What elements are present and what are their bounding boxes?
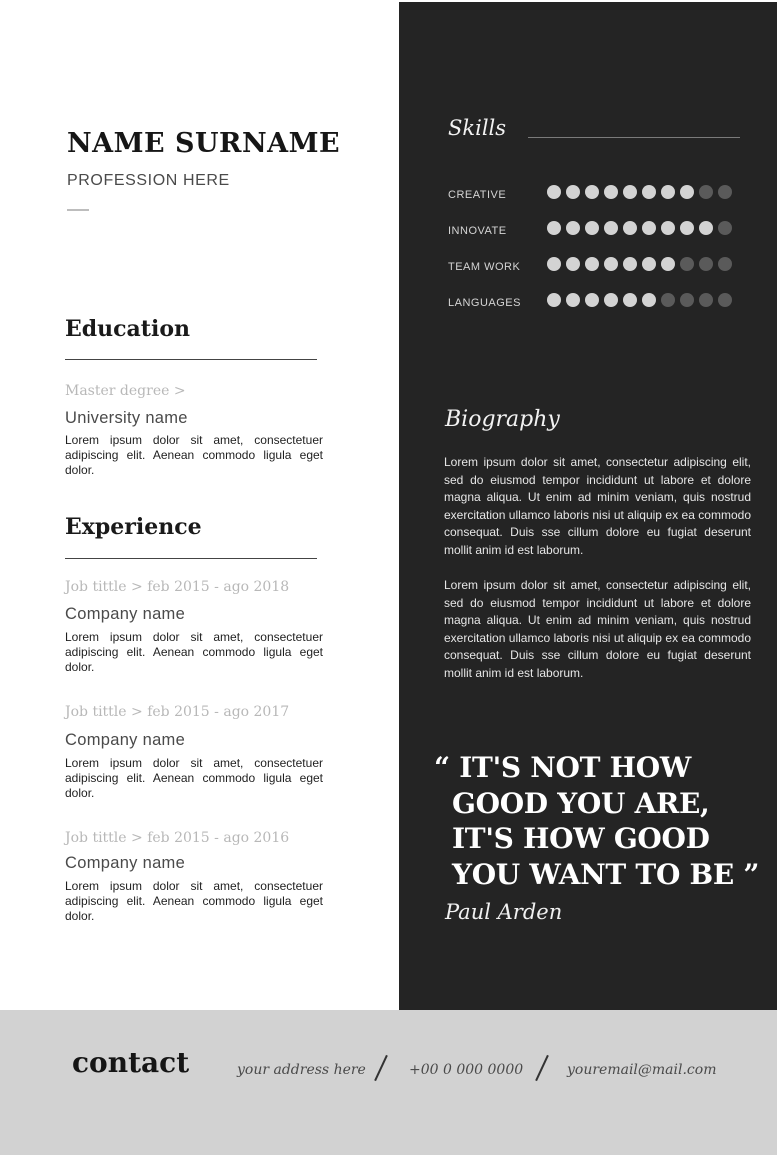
skill-dot-empty bbox=[718, 185, 732, 199]
job-description: Lorem ipsum dolor sit amet, consectetuer adipiscing elit. Aenean commodo ligula eget dolor. bbox=[65, 756, 323, 800]
skill-dot-empty bbox=[680, 257, 694, 271]
person-name: NAME SURNAME bbox=[67, 128, 341, 159]
skill-dot-filled bbox=[566, 293, 580, 307]
skill-dot-filled bbox=[623, 221, 637, 235]
skill-dot-filled bbox=[585, 293, 599, 307]
skill-dot-filled bbox=[547, 293, 561, 307]
skill-dot-empty bbox=[718, 293, 732, 307]
skill-dot-filled bbox=[585, 221, 599, 235]
skill-dot-filled bbox=[604, 257, 618, 271]
skill-label: INNOVATE bbox=[448, 225, 507, 237]
skill-dot-filled bbox=[623, 257, 637, 271]
job-description: Lorem ipsum dolor sit amet, consectetuer adipiscing elit. Aenean commodo ligula eget dolor. bbox=[65, 879, 323, 923]
skill-dot-filled bbox=[566, 185, 580, 199]
skill-dot-filled bbox=[680, 221, 694, 235]
job-meta: Job tittle > feb 2015 - ago 2016 bbox=[65, 830, 290, 846]
skill-rating bbox=[547, 185, 732, 199]
contact-email: youremail@mail.com bbox=[567, 1062, 717, 1078]
skill-dot-filled bbox=[585, 257, 599, 271]
skill-dot-filled bbox=[661, 185, 675, 199]
profession: PROFESSION HERE bbox=[67, 172, 230, 189]
skill-dot-filled bbox=[604, 221, 618, 235]
skill-rating bbox=[547, 221, 732, 235]
quote-line: GOOD YOU ARE, bbox=[452, 786, 710, 820]
skill-dot-filled bbox=[623, 293, 637, 307]
skill-dot-empty bbox=[699, 257, 713, 271]
skill-dot-filled bbox=[547, 185, 561, 199]
skills-divider bbox=[528, 137, 740, 138]
quote-line: “ IT'S NOT HOW bbox=[434, 751, 691, 784]
skill-dot-filled bbox=[623, 185, 637, 199]
education-degree: Master degree > bbox=[65, 383, 186, 399]
skill-label: CREATIVE bbox=[448, 189, 507, 201]
education-description: Lorem ipsum dolor sit amet, consectetuer adipiscing elit. Aenean commodo ligula eget dolor. bbox=[65, 433, 323, 477]
skill-dot-filled bbox=[642, 293, 656, 307]
quote-line: IT'S HOW GOOD bbox=[452, 822, 710, 855]
skill-dot-empty bbox=[699, 293, 713, 307]
job-meta: Job tittle > feb 2015 - ago 2018 bbox=[65, 579, 290, 595]
skill-dot-filled bbox=[604, 293, 618, 307]
education-divider bbox=[65, 359, 317, 360]
skill-label: LANGUAGES bbox=[448, 297, 521, 309]
biography-paragraph: Lorem ipsum dolor sit amet, consectetur adipiscing elit, sed do eiusmod tempor incididunt ut labore et dolore magna aliqua. Ut enim ad minim veniam, quis nostrud exercitation ullamco laboris nisi ut aliquip ex ea commodo consequat. Duis sse cillum dolore eu fugiat deserunt mollit anim id est laborum. bbox=[444, 455, 751, 557]
quote bbox=[434, 750, 759, 892]
quote-line: YOU WANT TO BE ” bbox=[452, 857, 760, 891]
job-meta: Job tittle > feb 2015 - ago 2017 bbox=[65, 704, 290, 720]
skills-title: Skills bbox=[448, 116, 507, 140]
skill-dot-filled bbox=[642, 185, 656, 199]
skill-dot-filled bbox=[642, 257, 656, 271]
skill-dot-filled bbox=[604, 185, 618, 199]
university-name: University name bbox=[65, 409, 188, 427]
skill-dot-filled bbox=[661, 257, 675, 271]
education-title: Education bbox=[65, 316, 190, 342]
skill-dot-filled bbox=[661, 221, 675, 235]
skill-dot-filled bbox=[680, 185, 694, 199]
skill-dot-empty bbox=[718, 221, 732, 235]
contact-address: your address here bbox=[237, 1062, 366, 1078]
skill-rating bbox=[547, 293, 732, 307]
job-description: Lorem ipsum dolor sit amet, consectetuer adipiscing elit. Aenean commodo ligula eget dolor. bbox=[65, 630, 323, 674]
experience-divider bbox=[65, 558, 317, 559]
contact-title: contact bbox=[72, 1046, 190, 1079]
contact-phone: +00 0 000 0000 bbox=[409, 1062, 524, 1078]
biography-paragraph: Lorem ipsum dolor sit amet, consectetur adipiscing elit, sed do eiusmod tempor incididunt ut labore et dolore magna aliqua. Ut enim ad minim veniam, quis nostrud exercitation ullamco laboris nisi ut aliquip ex ea commodo consequat. Duis sse cillum dolore eu fugiat deserunt mollit anim id est laborum. bbox=[444, 578, 751, 680]
skill-rating bbox=[547, 257, 732, 271]
company-name: Company name bbox=[65, 605, 186, 623]
skill-dot-filled bbox=[547, 221, 561, 235]
skill-label: TEAM WORK bbox=[448, 261, 521, 273]
skill-dot-filled bbox=[642, 221, 656, 235]
company-name: Company name bbox=[65, 854, 186, 872]
biography-title: Biography bbox=[445, 407, 560, 432]
quote-author: Paul Arden bbox=[445, 900, 563, 924]
contact-footer bbox=[0, 1010, 777, 1155]
header-divider bbox=[67, 209, 89, 211]
skill-dot-empty bbox=[680, 293, 694, 307]
skill-dot-empty bbox=[699, 185, 713, 199]
skill-dot-filled bbox=[699, 221, 713, 235]
skill-dot-filled bbox=[566, 257, 580, 271]
company-name: Company name bbox=[65, 731, 186, 749]
skill-dot-empty bbox=[718, 257, 732, 271]
skill-dot-filled bbox=[547, 257, 561, 271]
skill-dot-filled bbox=[566, 221, 580, 235]
skill-dot-filled bbox=[585, 185, 599, 199]
experience-title: Experience bbox=[65, 514, 202, 540]
skill-dot-empty bbox=[661, 293, 675, 307]
